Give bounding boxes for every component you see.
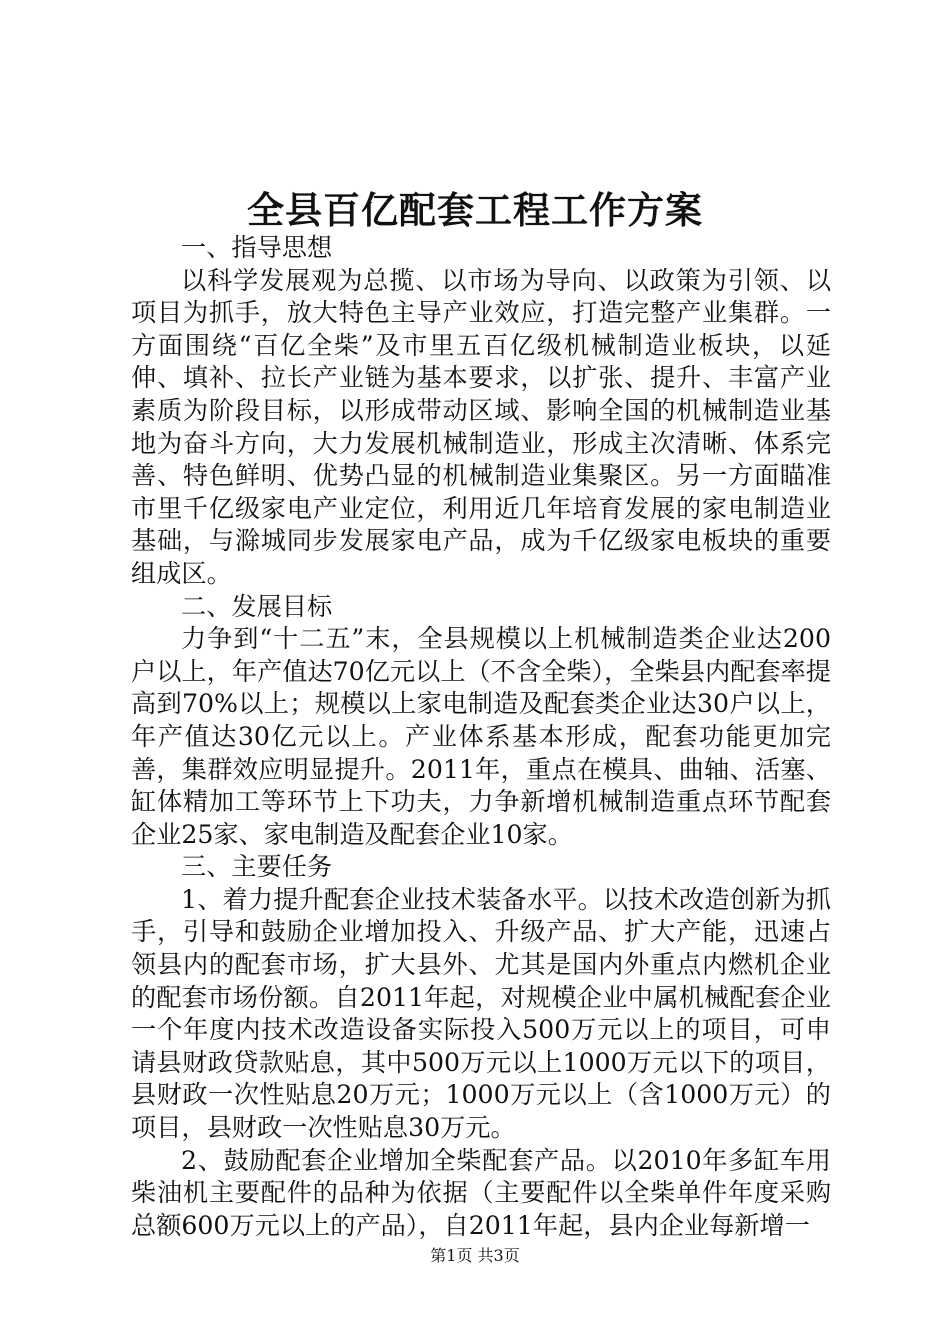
paragraph-task-2: 2、鼓励配套企业增加全柴配套产品。以2010年多缸车用柴油机主要配件的品种为依据（主要配件以全柴单件年度采购总额600万元以上的产品），自2011年起，县内企业每新增一	[131, 1145, 831, 1240]
section-heading-guiding-thought: 一、指导思想	[181, 233, 333, 262]
document-body	[131, 232, 831, 1242]
section-heading-development-goals: 二、发展目标	[181, 591, 333, 621]
paragraph-task-1: 1、着力提升配套企业技术装备水平。以技术改造创新为抓手，引导和鼓励企业增加投入、升级产品、扩大产能，迅速占领县内的配套市场，扩大县外、尤其是国内外重点内燃机企业的配套市场份额。自2011年起，对规模企业中属机械配套企业一个年度内技术改造设备实际投入500万元以上的项目，可申请县财政贷款贴息，其中500万元以上1000万元以下的项目，县财政一次性贴息20万元；1000万元以上（含1000万元）的项目，县财政一次性贴息30万元。	[131, 884, 831, 1143]
paragraph-guiding-thought: 以科学发展观为总揽、以市场为导向、以政策为引领、以项目为抓手，放大特色主导产业效应，打造完整产业集群。一方面围绕“百亿全柴”及市里五百亿级机械制造业板块，以延伸、填补、拉长产业链为基本要求，以扩张、提升、丰富产业素质为阶段目标，以形成带动区域、影响全国的机械制造业基地为奋斗方向，大力发展机械制造业，形成主次清晰、体系完善、特色鲜明、优势凸显的机械制造业集聚区。另一方面瞄准市里千亿级家电产业定位，利用近几年培育发展的家电制造业基础，与滁城同步发展家电产品，成为千亿级家电板块的重要组成区。	[131, 265, 831, 588]
paragraph-development-goals: 力争到“十二五”末，全县规模以上机械制造类企业达200户以上，年产值达70亿元以上（不含全柴），全柴县内配套率提高到70%以上；规模以上家电制造及配套类企业达30户以上，年产值达30亿元以上。产业体系基本形成，配套功能更加完善，集群效应明显提升。2011年，重点在模具、曲轴、活塞、缸体精加工等环节上下功夫，力争新增机械制造重点环节配套企业25家、家电制造及配套企业10家。	[131, 624, 831, 849]
document-title: 全县百亿配套工程工作方案	[247, 188, 703, 232]
section-heading-main-tasks: 三、主要任务	[181, 852, 333, 882]
page-footer: 第1页 共3页	[430, 1246, 520, 1265]
